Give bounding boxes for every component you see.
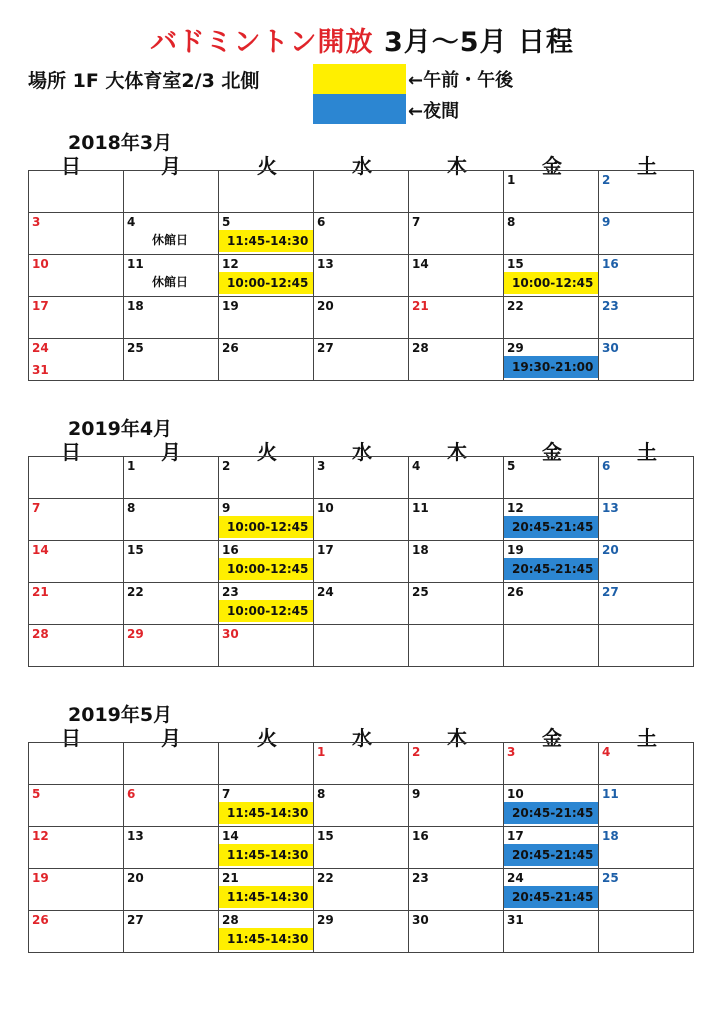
calendar-day-cell <box>219 827 314 869</box>
day-number: 14 <box>32 543 49 557</box>
day-number: 30 <box>602 341 619 355</box>
weekday-header: 火 <box>257 154 277 178</box>
calendar-day-cell <box>314 297 409 339</box>
title-period: 3月～5月 日程 <box>383 27 574 58</box>
calendar-day-cell <box>504 297 599 339</box>
calendar-day-cell <box>219 297 314 339</box>
calendar-day-cell <box>124 583 219 625</box>
calendar-week-row <box>29 625 694 667</box>
day-number: 15 <box>317 829 334 843</box>
day-number: 1 <box>127 459 136 473</box>
calendar-day-cell <box>314 457 409 499</box>
weekday-header: 金 <box>542 154 562 178</box>
month-title: 2019年4月 <box>68 418 173 440</box>
month-title: 2019年5月 <box>68 704 173 726</box>
day-number: 2 <box>412 745 421 759</box>
day-number: 24 <box>507 871 524 885</box>
calendar-day-cell <box>599 297 694 339</box>
day-number: 18 <box>412 543 429 557</box>
weekday-header: 木 <box>447 440 467 464</box>
day-number: 11 <box>602 787 619 801</box>
day-number: 16 <box>602 257 619 271</box>
day-number: 10 <box>317 501 334 515</box>
calendar-day-cell <box>504 869 599 911</box>
calendar-day-cell <box>599 827 694 869</box>
day-number: 23 <box>602 299 619 313</box>
location-label: 場所 1F 大体育室2/3 北側 <box>28 70 260 92</box>
calendar-day-cell <box>219 213 314 255</box>
calendar-day-cell <box>29 583 124 625</box>
calendar-day-cell <box>409 499 504 541</box>
day-number: 1 <box>507 173 516 187</box>
day-number: 3 <box>317 459 326 473</box>
day-number: 27 <box>602 585 619 599</box>
day-number: 20 <box>602 543 619 557</box>
day-number: 17 <box>507 829 524 843</box>
calendar-day-cell <box>409 743 504 785</box>
day-number: 20 <box>127 871 144 885</box>
calendar-day-cell <box>504 541 599 583</box>
calendar-day-cell <box>409 213 504 255</box>
day-session: 10:00-12:45 <box>219 272 313 294</box>
calendar-day-cell <box>409 583 504 625</box>
calendar-day-cell <box>504 171 599 213</box>
calendar-day-cell <box>599 339 694 381</box>
calendar-day-cell <box>409 785 504 827</box>
calendar-week-row <box>29 499 694 541</box>
legend-day-label: ←午前・午後 <box>408 70 514 91</box>
calendar-day-cell <box>29 869 124 911</box>
calendar-week-row <box>29 339 694 381</box>
day-number: 4 <box>127 215 136 229</box>
calendar-week-row <box>29 911 694 953</box>
day-number: 1 <box>317 745 326 759</box>
calendar-day-cell <box>504 583 599 625</box>
calendar-day-cell <box>314 255 409 297</box>
calendar-day-cell <box>599 171 694 213</box>
closed-note: 休館日 <box>152 233 189 247</box>
weekday-header: 火 <box>257 726 277 750</box>
calendar-day-cell <box>314 583 409 625</box>
calendar-grid <box>28 742 694 953</box>
calendar-week-row <box>29 171 694 213</box>
day-session: 10:00-12:45 <box>219 516 313 538</box>
day-number: 17 <box>317 543 334 557</box>
weekday-header: 月 <box>161 154 181 178</box>
calendar-day-cell <box>124 869 219 911</box>
day-number: 9 <box>412 787 421 801</box>
calendar-day-cell <box>124 457 219 499</box>
day-number: 8 <box>507 215 516 229</box>
calendar-day-cell <box>29 911 124 953</box>
calendar-day-cell <box>314 499 409 541</box>
calendar-grid <box>28 456 694 667</box>
weekday-header: 日 <box>61 440 81 464</box>
calendar-day-cell <box>124 255 219 297</box>
calendar-day-cell <box>504 255 599 297</box>
calendar-day-cell <box>599 911 694 953</box>
day-number: 20 <box>317 299 334 313</box>
night-session: 20:45-21:45 <box>504 844 598 866</box>
calendar-day-cell <box>219 743 314 785</box>
day-number: 6 <box>602 459 611 473</box>
day-number: 12 <box>507 501 524 515</box>
calendar-day-cell <box>124 827 219 869</box>
calendar-week-row <box>29 743 694 785</box>
day-number: 3 <box>32 215 41 229</box>
calendar-day-cell <box>29 499 124 541</box>
day-number: 27 <box>127 913 144 927</box>
day-number: 6 <box>317 215 326 229</box>
calendar-day-cell <box>504 339 599 381</box>
day-number: 23 <box>412 871 429 885</box>
night-session: 20:45-21:45 <box>504 886 598 908</box>
day-number: 31 <box>32 363 49 377</box>
day-number: 19 <box>222 299 239 313</box>
day-number: 8 <box>127 501 136 515</box>
calendar-day-cell <box>409 339 504 381</box>
weekday-header: 土 <box>637 726 657 750</box>
day-session: 11:45-14:30 <box>219 802 313 824</box>
month-title: 2018年3月 <box>68 132 173 154</box>
calendar-day-cell <box>599 869 694 911</box>
legend-night-label: ←夜間 <box>408 101 460 122</box>
day-number: 28 <box>222 913 239 927</box>
weekday-header: 金 <box>542 726 562 750</box>
day-number: 25 <box>412 585 429 599</box>
calendar-week-row <box>29 213 694 255</box>
calendar-day-cell <box>124 499 219 541</box>
calendar-day-cell <box>504 625 599 667</box>
calendar-day-cell <box>219 457 314 499</box>
calendar-day-cell <box>409 911 504 953</box>
day-number: 28 <box>412 341 429 355</box>
day-number: 12 <box>32 829 49 843</box>
day-number: 5 <box>32 787 41 801</box>
page-title <box>0 20 724 59</box>
day-number: 12 <box>222 257 239 271</box>
calendar-day-cell <box>29 625 124 667</box>
calendar-day-cell <box>219 583 314 625</box>
day-number: 11 <box>412 501 429 515</box>
day-number: 13 <box>602 501 619 515</box>
calendar-day-cell <box>504 827 599 869</box>
weekday-header: 月 <box>161 440 181 464</box>
calendar-day-cell <box>314 541 409 583</box>
day-number: 10 <box>507 787 524 801</box>
day-number: 6 <box>127 787 136 801</box>
day-number: 24 <box>32 341 49 355</box>
day-number: 29 <box>127 627 144 641</box>
calendar-week-row <box>29 827 694 869</box>
calendar-day-cell <box>29 297 124 339</box>
day-number: 3 <box>507 745 516 759</box>
calendar-day-cell <box>219 339 314 381</box>
weekday-header: 土 <box>637 154 657 178</box>
calendar-day-cell <box>314 625 409 667</box>
calendar-week-row <box>29 255 694 297</box>
calendar-day-cell <box>409 827 504 869</box>
day-number: 13 <box>317 257 334 271</box>
day-number: 21 <box>222 871 239 885</box>
weekday-header: 水 <box>352 440 372 464</box>
day-session: 11:45-14:30 <box>219 844 313 866</box>
calendar-day-cell <box>124 541 219 583</box>
day-number: 9 <box>602 215 611 229</box>
calendar-day-cell <box>124 743 219 785</box>
day-number: 21 <box>32 585 49 599</box>
calendar-day-cell <box>409 869 504 911</box>
calendar-day-cell <box>599 625 694 667</box>
calendar-day-cell <box>219 785 314 827</box>
calendar-day-cell <box>124 911 219 953</box>
calendar-day-cell <box>409 297 504 339</box>
day-session: 10:00-12:45 <box>219 600 313 622</box>
day-number: 26 <box>507 585 524 599</box>
day-number: 7 <box>222 787 231 801</box>
calendar-day-cell <box>219 255 314 297</box>
day-number: 30 <box>222 627 239 641</box>
calendar-grid <box>28 170 694 381</box>
calendar-day-cell <box>29 213 124 255</box>
calendar-day-cell <box>29 255 124 297</box>
calendar-day-cell <box>124 213 219 255</box>
day-number: 31 <box>507 913 524 927</box>
calendar-day-cell <box>314 911 409 953</box>
day-number: 22 <box>127 585 144 599</box>
calendar-day-cell <box>219 171 314 213</box>
weekday-header: 水 <box>352 726 372 750</box>
day-number: 13 <box>127 829 144 843</box>
day-session: 10:00-12:45 <box>219 558 313 580</box>
day-number: 17 <box>32 299 49 313</box>
day-number: 29 <box>507 341 524 355</box>
calendar-day-cell <box>314 827 409 869</box>
day-number: 14 <box>222 829 239 843</box>
calendar-day-cell <box>599 499 694 541</box>
day-number: 19 <box>507 543 524 557</box>
day-session: 11:45-14:30 <box>219 928 313 950</box>
calendar-day-cell <box>124 339 219 381</box>
night-session: 19:30-21:00 <box>504 356 598 378</box>
calendar-day-cell <box>599 541 694 583</box>
day-number: 5 <box>507 459 516 473</box>
calendar-day-cell <box>504 785 599 827</box>
day-number: 2 <box>602 173 611 187</box>
day-number: 29 <box>317 913 334 927</box>
calendar-day-cell <box>314 213 409 255</box>
calendar-day-cell <box>29 339 124 381</box>
night-session: 20:45-21:45 <box>504 558 598 580</box>
weekday-header: 日 <box>61 154 81 178</box>
night-session: 20:45-21:45 <box>504 802 598 824</box>
day-number: 26 <box>32 913 49 927</box>
weekday-header: 土 <box>637 440 657 464</box>
day-number: 22 <box>317 871 334 885</box>
day-number: 10 <box>32 257 49 271</box>
calendar-day-cell <box>314 743 409 785</box>
calendar-day-cell <box>29 743 124 785</box>
calendar-day-cell <box>599 255 694 297</box>
day-number: 2 <box>222 459 231 473</box>
calendar-week-row <box>29 457 694 499</box>
weekday-header: 木 <box>447 726 467 750</box>
calendar-day-cell <box>504 743 599 785</box>
calendar-day-cell <box>504 457 599 499</box>
calendar-day-cell <box>29 827 124 869</box>
calendar-day-cell <box>124 625 219 667</box>
calendar-day-cell <box>219 625 314 667</box>
day-number: 18 <box>127 299 144 313</box>
calendar-day-cell <box>504 911 599 953</box>
closed-note: 休館日 <box>152 275 189 289</box>
calendar-day-cell <box>504 213 599 255</box>
day-number: 23 <box>222 585 239 599</box>
calendar-week-row <box>29 541 694 583</box>
day-number: 26 <box>222 341 239 355</box>
calendar-week-row <box>29 297 694 339</box>
day-number: 18 <box>602 829 619 843</box>
day-number: 7 <box>32 501 41 515</box>
day-number: 24 <box>317 585 334 599</box>
calendar-day-cell <box>29 785 124 827</box>
calendar-day-cell <box>314 785 409 827</box>
day-session: 11:45-14:30 <box>219 230 313 252</box>
day-number: 15 <box>507 257 524 271</box>
calendar-day-cell <box>599 743 694 785</box>
calendar-day-cell <box>599 785 694 827</box>
calendar-day-cell <box>409 255 504 297</box>
weekday-header: 金 <box>542 440 562 464</box>
calendar-week-row <box>29 583 694 625</box>
calendar-day-cell <box>409 171 504 213</box>
calendar-day-cell <box>29 171 124 213</box>
night-session: 20:45-21:45 <box>504 516 598 538</box>
calendar-day-cell <box>314 339 409 381</box>
legend-day-swatch <box>313 64 406 94</box>
day-number: 28 <box>32 627 49 641</box>
weekday-header: 日 <box>61 726 81 750</box>
day-number: 30 <box>412 913 429 927</box>
day-number: 27 <box>317 341 334 355</box>
day-number: 9 <box>222 501 231 515</box>
day-number: 25 <box>602 871 619 885</box>
day-number: 16 <box>222 543 239 557</box>
day-number: 11 <box>127 257 144 271</box>
day-number: 25 <box>127 341 144 355</box>
day-number: 16 <box>412 829 429 843</box>
day-number: 22 <box>507 299 524 313</box>
calendar-day-cell <box>219 869 314 911</box>
calendar-week-row <box>29 869 694 911</box>
weekday-header: 水 <box>352 154 372 178</box>
title-main: バドミントン開放 <box>150 27 374 58</box>
weekday-header: 火 <box>257 440 277 464</box>
day-number: 7 <box>412 215 421 229</box>
calendar-day-cell <box>29 541 124 583</box>
calendar-day-cell <box>504 499 599 541</box>
day-session: 10:00-12:45 <box>504 272 598 294</box>
day-number: 5 <box>222 215 231 229</box>
day-number: 4 <box>412 459 421 473</box>
day-number: 8 <box>317 787 326 801</box>
calendar-day-cell <box>314 869 409 911</box>
calendar-day-cell <box>314 171 409 213</box>
day-number: 4 <box>602 745 611 759</box>
calendar-day-cell <box>409 457 504 499</box>
day-number: 14 <box>412 257 429 271</box>
weekday-header: 木 <box>447 154 467 178</box>
day-session: 11:45-14:30 <box>219 886 313 908</box>
calendar-day-cell <box>124 297 219 339</box>
calendar-day-cell <box>219 541 314 583</box>
day-number: 15 <box>127 543 144 557</box>
weekday-header: 月 <box>161 726 181 750</box>
calendar-day-cell <box>409 625 504 667</box>
calendar-day-cell <box>219 911 314 953</box>
calendar-day-cell <box>219 499 314 541</box>
calendar-week-row <box>29 785 694 827</box>
calendar-day-cell <box>29 457 124 499</box>
calendar-day-cell <box>124 171 219 213</box>
legend-night-swatch <box>313 94 406 124</box>
day-number: 19 <box>32 871 49 885</box>
calendar-day-cell <box>599 457 694 499</box>
calendar-day-cell <box>599 213 694 255</box>
calendar-day-cell <box>409 541 504 583</box>
day-number: 21 <box>412 299 429 313</box>
calendar-day-cell <box>124 785 219 827</box>
calendar-day-cell <box>599 583 694 625</box>
